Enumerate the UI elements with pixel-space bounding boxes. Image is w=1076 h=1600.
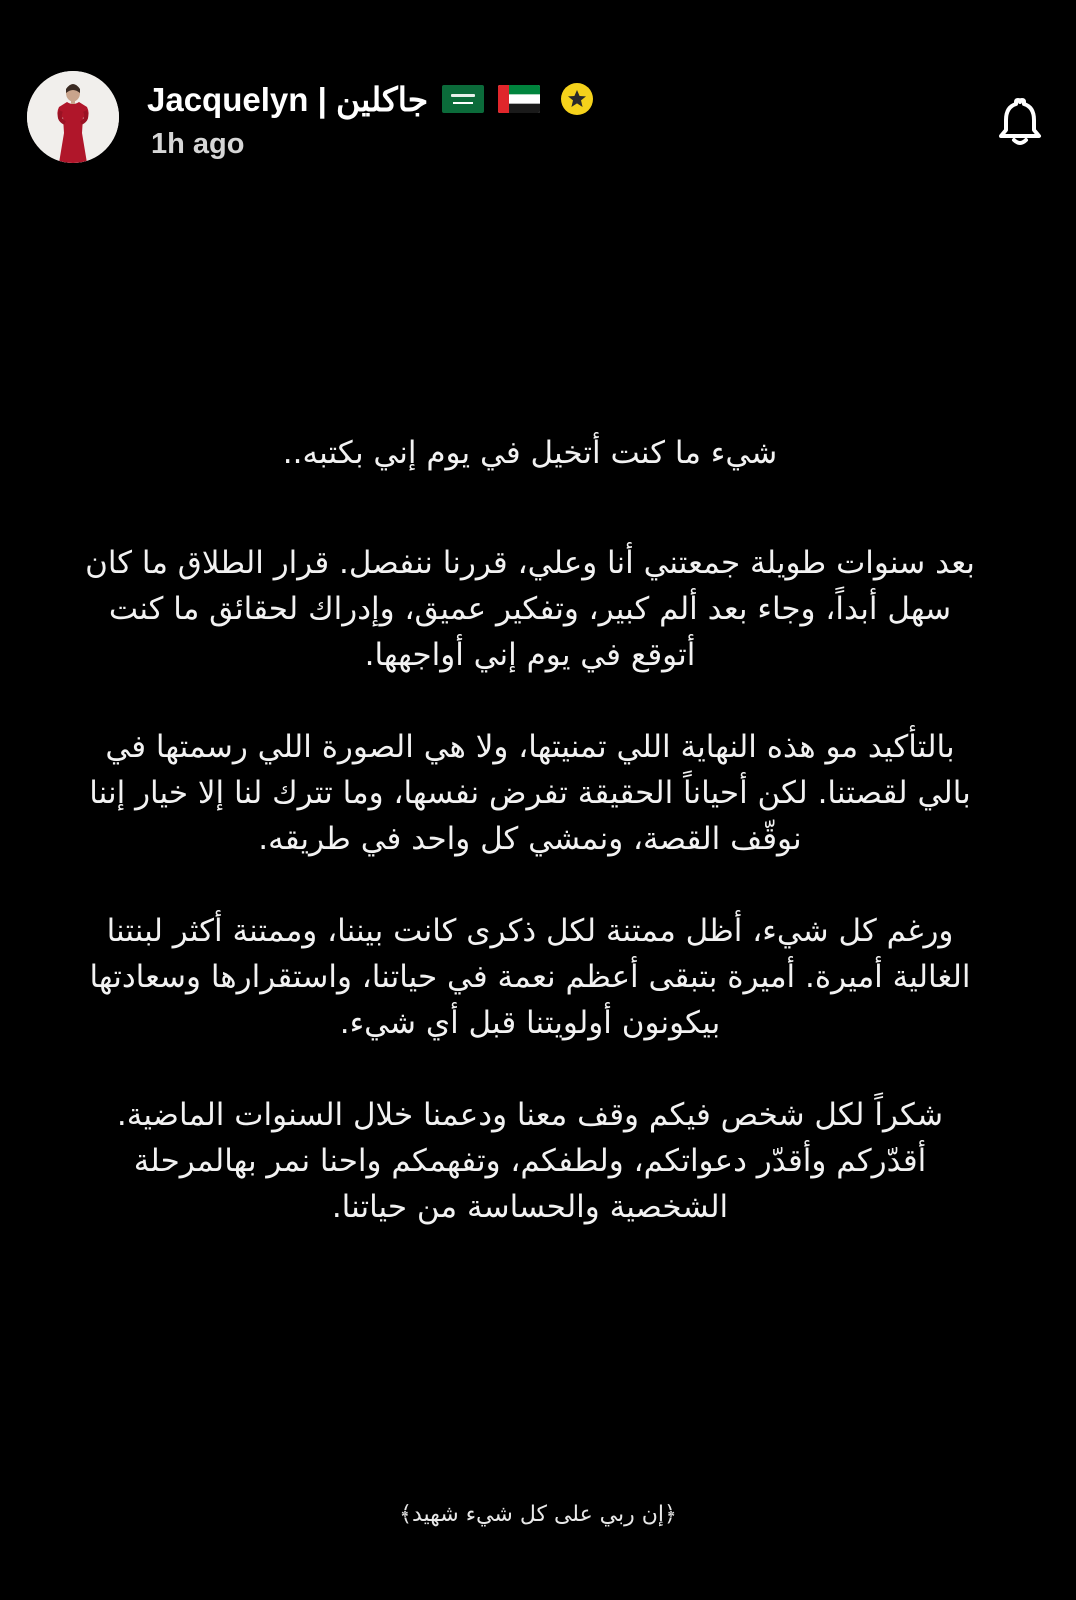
name-row	[147, 76, 594, 122]
story-paragraph-1: شيء ما كنت أتخيل في يوم إني بكتبه..	[282, 435, 778, 471]
story-paragraph-3: بالتأكيد مو هذه النهاية اللي تمنيتها، ولا هي الصورة اللي رسمتها في بالي لقصتنا. لكن أحياناً الحقيقة تفرض نفسها، وما تترك لنا إلا خيار إننا نوقّف القصة، ونمشي كل واحد في طريقه.	[89, 729, 971, 857]
avatar[interactable]	[27, 71, 119, 163]
closing-verse: ﴿إن ربي على كل شيء شهيد﴾	[399, 1502, 677, 1527]
story-paragraph-2: بعد سنوات طويلة جمعتني أنا وعلي، قررنا ننفصل. قرار الطلاق ما كان سهل أبداً، وجاء بعد ألم كبير، وتفكير عميق، وإدراك لحقائق ما كنت أتوقع في يوم إني أواجهها.	[85, 545, 975, 673]
story-header	[0, 0, 1076, 180]
username[interactable]: Jacquelyn | جاكلين	[147, 80, 429, 118]
avatar-photo	[27, 71, 119, 163]
timestamp: 1h ago	[151, 128, 245, 160]
story-text	[80, 430, 980, 1276]
bell-icon[interactable]	[994, 96, 1046, 148]
saudi-flag-icon	[442, 85, 484, 113]
story-paragraph-4: ورغم كل شيء، أظل ممتنة لكل ذكرى كانت بيننا، وممتنة أكثر لبنتنا الغالية أميرة. أميرة بتبقى أعظم نعمة في حياتنا، واستقرارها وسعادتها بيكونون أولويتنا قبل أي شيء.	[89, 913, 971, 1041]
story-paragraph-5: شكراً لكل شخص فيكم وقف معنا ودعمنا خلال السنوات الماضية. أقدّركم وأقدّر دعواتكم، ولطفكم، وتفهمكم واحنا نمر بهالمرحلة الشخصية والحساسة من حياتنا.	[116, 1097, 944, 1225]
star-badge-icon	[560, 82, 594, 116]
uae-flag-icon	[498, 85, 540, 113]
